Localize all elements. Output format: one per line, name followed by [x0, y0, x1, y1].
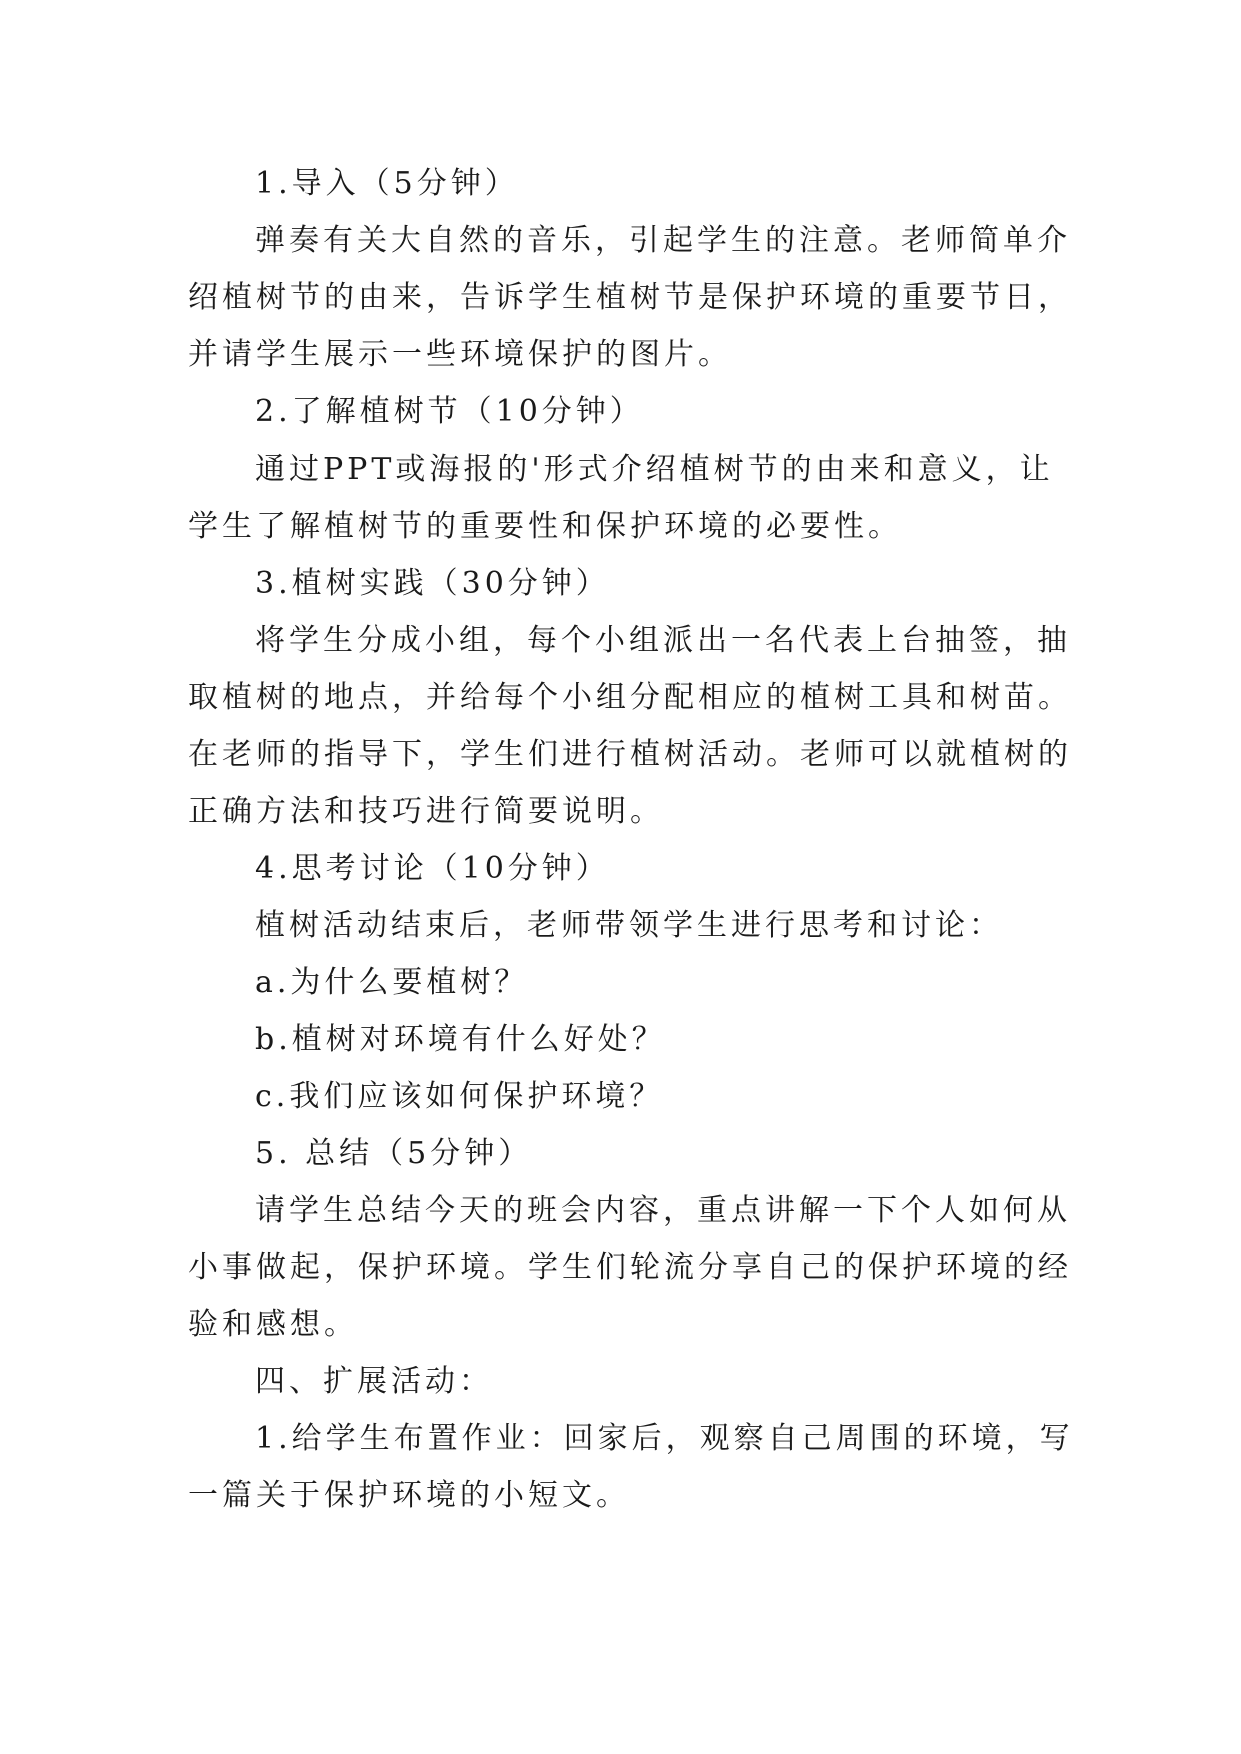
section-heading-summary: 5. 总结（5分钟）	[255, 1136, 533, 1171]
section-heading-intro: 1.导入（5分钟）	[255, 166, 519, 201]
list-item: a.为什么要植树？	[255, 965, 529, 1000]
paragraph-line: 植树活动结束后，老师带领学生进行思考和讨论：	[255, 908, 1003, 943]
list-item: c.我们应该如何保护环境？	[255, 1079, 664, 1114]
paragraph-line: 正确方法和技巧进行简要说明。	[188, 794, 664, 829]
paragraph-line: 取植树的地点，并给每个小组分配相应的植树工具和树苗。	[188, 680, 1072, 715]
paragraph-line: 学生了解植树节的重要性和保护环境的必要性。	[188, 509, 902, 544]
paragraph-line: 1.给学生布置作业：回家后，观察自己周围的环境，写	[255, 1421, 1074, 1456]
paragraph-line: 验和感想。	[188, 1307, 358, 1342]
paragraph-line: 绍植树节的由来，告诉学生植树节是保护环境的重要节日，	[188, 280, 1072, 315]
section-heading-planting: 3.植树实践（30分钟）	[255, 566, 610, 601]
paragraph-line: 通过PPT或海报的'形式介绍植树节的由来和意义，让	[255, 452, 1054, 487]
paragraph-line: 小事做起，保护环境。学生们轮流分享自己的保护环境的经	[188, 1250, 1072, 1285]
section-heading-arbor-day: 2.了解植树节（10分钟）	[255, 394, 644, 429]
paragraph-line: 请学生总结今天的班会内容，重点讲解一下个人如何从	[255, 1193, 1071, 1228]
section-heading-extension: 四、扩展活动：	[255, 1364, 493, 1399]
section-heading-discussion: 4.思考讨论（10分钟）	[255, 851, 610, 886]
list-item: b.植树对环境有什么好处？	[255, 1022, 666, 1057]
paragraph-line: 将学生分成小组，每个小组派出一名代表上台抽签，抽	[255, 623, 1071, 658]
paragraph-line: 一篇关于保护环境的小短文。	[188, 1478, 630, 1513]
paragraph-line: 在老师的指导下，学生们进行植树活动。老师可以就植树的	[188, 737, 1072, 772]
paragraph-line: 并请学生展示一些环境保护的图片。	[188, 337, 732, 372]
paragraph-line: 弹奏有关大自然的音乐，引起学生的注意。老师简单介	[255, 223, 1071, 258]
